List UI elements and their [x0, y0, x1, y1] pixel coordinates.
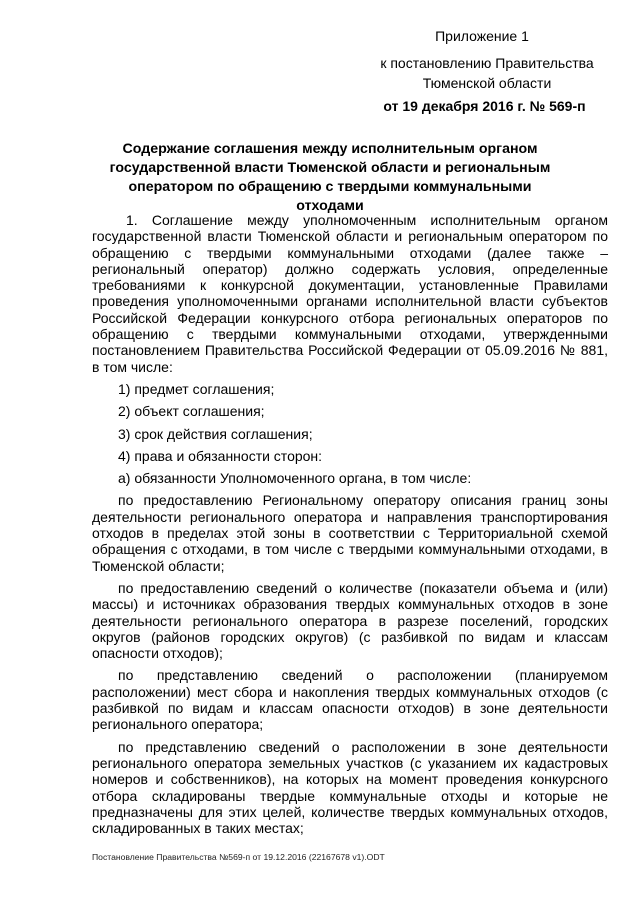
document-body: [92, 212, 608, 842]
list-item: 3) срок действия соглашения;: [118, 425, 313, 442]
obligation-paragraph: по предоставлению сведений о количестве (показатели объема и (или) массы) и источниках образования твердых коммунальных отходов в зоне деятельности регионального оператора в разрезе поселений, городских округов (районов городских округов) (с разбивкой по видам и классам опасности отходов);: [92, 579, 608, 662]
obligation-paragraph: по представлению сведений о расположении (планируемом расположении) мест сбора и накопления твердых коммунальных отходов (с разбивкой по видам и классам опасности отходов) в зоне деятельности регионального оператора;: [92, 667, 608, 733]
annex-label: Приложение 1: [435, 28, 529, 44]
list-item: 1) предмет соглашения;: [118, 380, 275, 397]
obligation-paragraph: по предоставлению Региональному оператору описания границ зоны деятельности регионального оператора и направления транспортирования отходов в пределах этой зоны в соответствии с Территориальной схемой обращения с отходами, в том числе с твердыми коммунальными отходами, в Тюменской области;: [92, 492, 608, 574]
document-footer: Постановление Правительства №569-п от 19.12.2016 (22167678 v1).ODT: [92, 852, 385, 862]
list-item: 4) права и обязанности сторон:: [118, 447, 323, 464]
annex-reference: к постановлению Правительства: [380, 55, 594, 71]
list-item: а) обязанности Уполномоченного органа, в том числе:: [118, 470, 472, 487]
annex-region: Тюменской области: [422, 75, 552, 91]
obligation-paragraph: по представлению сведений о расположении в зоне деятельности регионального оператора земельных участков (с указанием их кадастровых номеров и собственников), на которых на момент проведения конкурсного отбора складированы твердые коммунальные отходы и которые не предназначены для этих целей, количестве твердых коммунальных отходов, складированных в таких местах;: [92, 738, 608, 837]
document-title: Содержание соглашения между исполнительным органом государственной власти Тюменской области и региональным оператором по обращению с твердыми коммунальными отходами: [109, 141, 551, 214]
paragraph-1: 1. Соглашение между уполномоченным исполнительным органом государственной власти Тюменской области и региональным оператором по обращению с твердыми коммунальными отходами (далее также – региональный оператор) должно содержать условия, определенные требованиями к конкурсной документации, установленные Правилами проведения уполномоченными органами исполнительной власти субъектов Российской Федерации конкурсного отбора региональных операторов по обращению с твердыми коммунальными отходами, утвержденными постановлением Правительства Российской Федерации от 05.09.2016 № 881, в том числе:: [92, 212, 608, 375]
list-item: 2) объект соглашения;: [118, 403, 265, 420]
annex-date-number: от 19 декабря 2016 г. № 569-п: [383, 98, 586, 114]
